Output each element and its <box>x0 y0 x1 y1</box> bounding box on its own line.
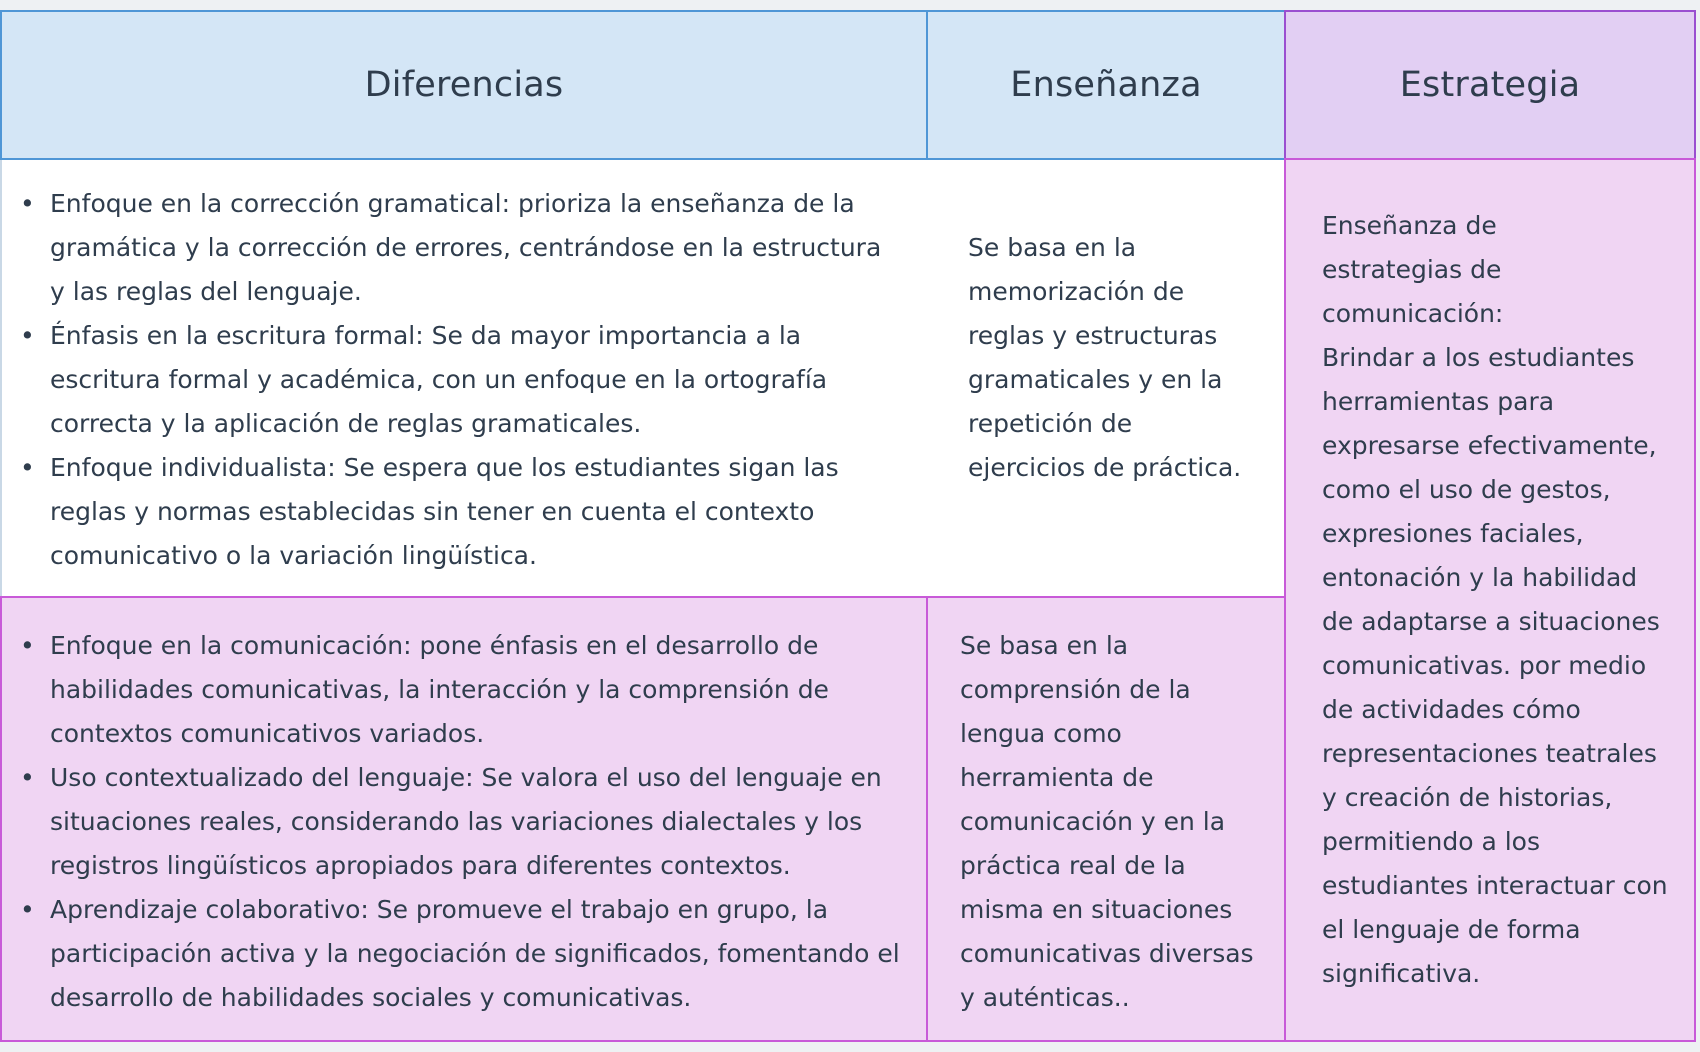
list-item: • Uso contextualizado del lenguaje: Se valora el uso del lenguaje en situaciones reales, considerando las variaciones dialectales y los registros lingüísticos apropiados para diferentes contextos. <box>20 756 900 888</box>
row-2-ensenanza-text: Se basa en la comprensión de la lengua como herramienta de comunicación y en la práctica real de la misma en situaciones comunicativas diversas y auténticas.. <box>960 631 1254 1012</box>
list-item: • Enfoque individualista: Se espera que los estudiantes sigan las reglas y normas establecidas sin tener en cuenta el contexto comunicativo o la variación lingüística. <box>20 446 900 578</box>
header-estrategia-label: Estrategia <box>1399 65 1581 105</box>
list-item: • Énfasis en la escritura formal: Se da mayor importancia a la escritura formal y académica, con un enfoque en la ortografía correcta y la aplicación de reglas gramaticales. <box>20 314 900 446</box>
estrategia-body: Brindar a los estudiantes herramientas para expresarse efectivamente, como el uso de gestos, expresiones faciales, entonación y la habilidad de adaptarse a situaciones comunicativas. por medio de actividades cómo representaciones teatrales y creación de historias, permitiendo a los estudiantes interactuar con el lenguaje de forma significativa. <box>1322 343 1668 988</box>
header-ensenanza <box>926 10 1286 160</box>
list-item: • Enfoque en la corrección gramatical: prioriza la enseñanza de la gramática y la corrección de errores, centrándose en la estructura y las reglas del lenguaje. <box>20 182 900 314</box>
row-1-ensenanza-text: Se basa en la memorización de reglas y estructuras gramaticales y en la repetición de ejercicios de práctica. <box>968 233 1242 482</box>
header-diferencias-label: Diferencias <box>364 65 564 105</box>
header-diferencias <box>0 10 928 160</box>
header-estrategia <box>1284 10 1696 160</box>
list-item: • Aprendizaje colaborativo: Se promueve el trabajo en grupo, la participación activa y la negociación de significados, fomentando el desarrollo de habilidades sociales y comunicativas. <box>20 888 900 1020</box>
list-item: • Enfoque en la comunicación: pone énfasis en el desarrollo de habilidades comunicativas, la interacción y la comprensión de contextos comunicativos variados. <box>20 624 900 756</box>
row-2-diferencias-list <box>20 624 900 1020</box>
header-ensenanza-label: Enseñanza <box>1010 65 1202 105</box>
estrategia-title: Enseñanza de estrategias de comunicación: <box>1322 211 1504 328</box>
row-1-diferencias-list <box>20 182 900 578</box>
